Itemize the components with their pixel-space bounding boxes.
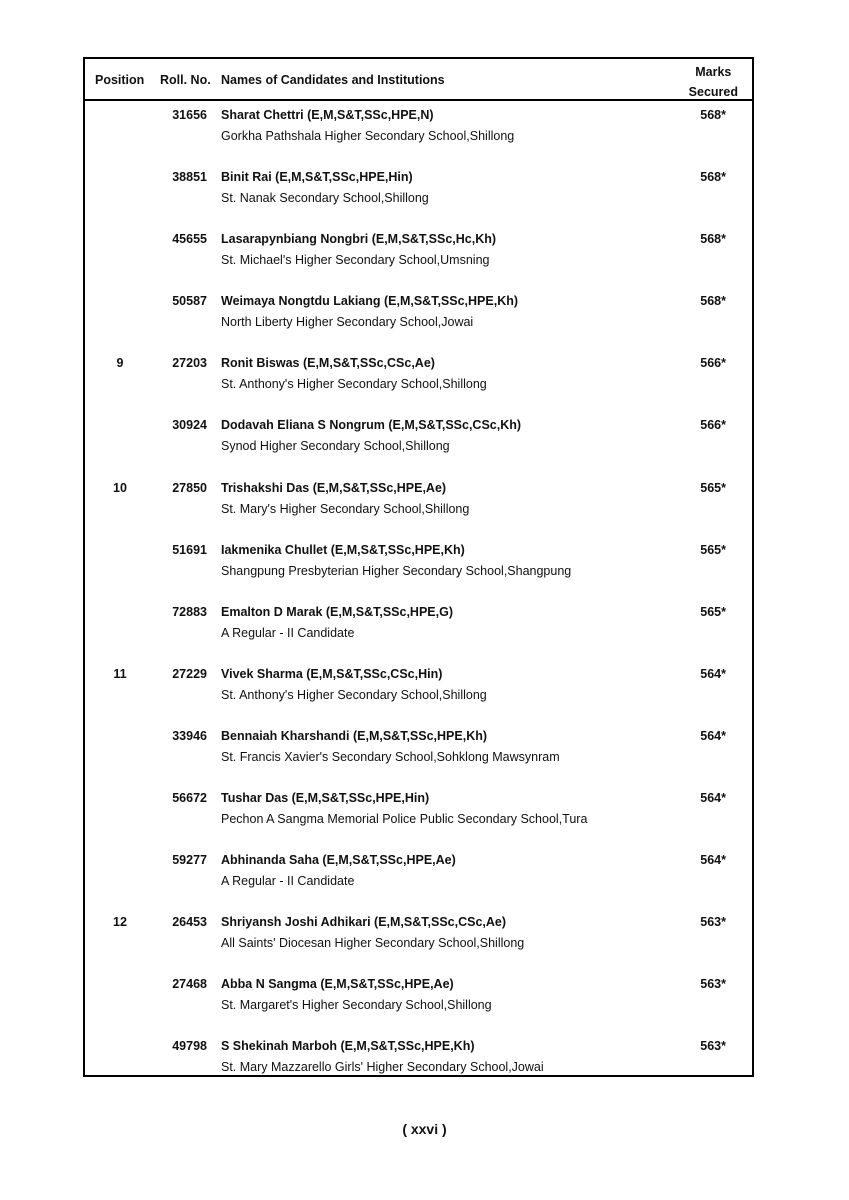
roll-no-cell: 31656 [172, 108, 207, 122]
candidate-name: Emalton D Marak (E,M,S&T,SSc,HPE,G) [221, 604, 453, 619]
table-row [85, 970, 752, 1032]
institution-name: Pechon A Sangma Memorial Police Public Secondary School,Tura [221, 812, 588, 827]
position-cell: 10 [113, 480, 127, 495]
marks-cell: 564* [700, 728, 726, 743]
position-cell: 9 [116, 356, 124, 371]
institution-name: St. Michael's Higher Secondary School,Umsning [221, 253, 490, 268]
marks-cell: 563* [700, 977, 726, 992]
header-marks-line1: Marks [695, 65, 732, 79]
position-cell: 12 [113, 915, 127, 930]
roll-no-cell: 59277 [172, 853, 207, 868]
header-position: Position [95, 73, 145, 87]
header-marks [689, 62, 738, 102]
institution-name: St. Francis Xavier's Secondary School,Sohklong Mawsynram [221, 749, 560, 764]
roll-no-cell: 49798 [172, 1039, 207, 1054]
institution-name: St. Mary's Higher Secondary School,Shillong [221, 501, 470, 516]
table-row [85, 908, 752, 970]
roll-no-cell: 56672 [172, 791, 207, 806]
table-row [85, 411, 752, 473]
marks-cell: 564* [700, 791, 726, 806]
candidate-name: Abhinanda Saha (E,M,S&T,SSc,HPE,Ae) [221, 853, 456, 868]
marks-cell: 568* [700, 294, 726, 309]
table-row [85, 163, 752, 225]
header-names: Names of Candidates and Institutions [221, 73, 445, 87]
institution-name: A Regular - II Candidate [221, 874, 355, 889]
marks-cell: 564* [700, 853, 726, 868]
roll-no-cell: 27850 [172, 480, 207, 495]
table-row [85, 474, 752, 536]
header-roll-no: Roll. No. [160, 73, 211, 87]
institution-name: St. Mary Mazzarello Girls' Higher Secondary School,Jowai [221, 1060, 544, 1075]
candidate-name: Sharat Chettri (E,M,S&T,SSc,HPE,N) [221, 108, 434, 122]
table-body [85, 101, 752, 1095]
roll-no-cell: 27468 [172, 977, 207, 992]
header-marks-line2: Secured [688, 85, 738, 99]
table-row [85, 846, 752, 908]
table-row [85, 287, 752, 349]
roll-no-cell: 45655 [172, 232, 207, 247]
table-row [85, 225, 752, 287]
table-row [85, 536, 752, 598]
position-cell: 11 [113, 666, 127, 681]
institution-name: Gorkha Pathshala Higher Secondary School,Shillong [221, 129, 515, 143]
candidate-name: Weimaya Nongtdu Lakiang (E,M,S&T,SSc,HPE,Kh) [221, 294, 519, 309]
roll-no-cell: 51691 [172, 542, 207, 557]
candidate-name: Abba N Sangma (E,M,S&T,SSc,HPE,Ae) [221, 977, 454, 992]
marks-cell: 568* [700, 232, 726, 247]
candidate-name: Vivek Sharma (E,M,S&T,SSc,CSc,Hin) [221, 666, 443, 681]
table-row [85, 1032, 752, 1094]
marks-cell: 563* [700, 915, 726, 930]
institution-name: St. Anthony's Higher Secondary School,Shillong [221, 687, 487, 702]
marks-cell: 566* [700, 356, 726, 371]
candidate-name: Shriyansh Joshi Adhikari (E,M,S&T,SSc,CSc,Ae) [221, 915, 507, 930]
institution-name: A Regular - II Candidate [221, 625, 355, 640]
roll-no-cell: 30924 [172, 418, 207, 433]
results-table [83, 57, 754, 1077]
roll-no-cell: 72883 [172, 604, 207, 619]
roll-no-cell: 38851 [172, 170, 207, 185]
candidate-name: Tushar Das (E,M,S&T,SSc,HPE,Hin) [221, 791, 430, 806]
marks-cell: 565* [700, 542, 726, 557]
table-header [85, 59, 752, 101]
institution-name: St. Nanak Secondary School,Shillong [221, 191, 429, 206]
table-row [85, 722, 752, 784]
candidate-name: S Shekinah Marboh (E,M,S&T,SSc,HPE,Kh) [221, 1039, 475, 1054]
table-row [85, 101, 752, 163]
roll-no-cell: 50587 [172, 294, 207, 309]
table-row [85, 598, 752, 660]
table-row [85, 784, 752, 846]
marks-cell: 568* [700, 108, 726, 122]
candidate-name: Trishakshi Das (E,M,S&T,SSc,HPE,Ae) [221, 480, 447, 495]
roll-no-cell: 27203 [172, 356, 207, 371]
institution-name: St. Anthony's Higher Secondary School,Shillong [221, 377, 487, 392]
marks-cell: 565* [700, 480, 726, 495]
candidate-name: Iakmenika Chullet (E,M,S&T,SSc,HPE,Kh) [221, 542, 465, 557]
marks-cell: 568* [700, 170, 726, 185]
roll-no-cell: 27229 [172, 666, 207, 681]
institution-name: Synod Higher Secondary School,Shillong [221, 439, 450, 454]
roll-no-cell: 26453 [172, 915, 207, 930]
institution-name: North Liberty Higher Secondary School,Jowai [221, 315, 474, 330]
institution-name: St. Margaret's Higher Secondary School,Shillong [221, 998, 492, 1013]
candidate-name: Bennaiah Kharshandi (E,M,S&T,SSc,HPE,Kh) [221, 728, 488, 743]
marks-cell: 563* [700, 1039, 726, 1054]
candidate-name: Ronit Biswas (E,M,S&T,SSc,CSc,Ae) [221, 356, 435, 371]
institution-name: Shangpung Presbyterian Higher Secondary School,Shangpung [221, 563, 572, 578]
table-row [85, 349, 752, 411]
roll-no-cell: 33946 [172, 728, 207, 743]
marks-cell: 566* [700, 418, 726, 433]
candidate-name: Dodavah Eliana S Nongrum (E,M,S&T,SSc,CSc,Kh) [221, 418, 522, 433]
marks-cell: 565* [700, 604, 726, 619]
page-number: ( xxvi ) [402, 1121, 447, 1137]
table-row [85, 660, 752, 722]
candidate-name: Lasarapynbiang Nongbri (E,M,S&T,SSc,Hc,Kh) [221, 232, 497, 247]
candidate-name: Binit Rai (E,M,S&T,SSc,HPE,Hin) [221, 170, 413, 185]
marks-cell: 564* [700, 666, 726, 681]
institution-name: All Saints' Diocesan Higher Secondary School,Shillong [221, 936, 525, 951]
